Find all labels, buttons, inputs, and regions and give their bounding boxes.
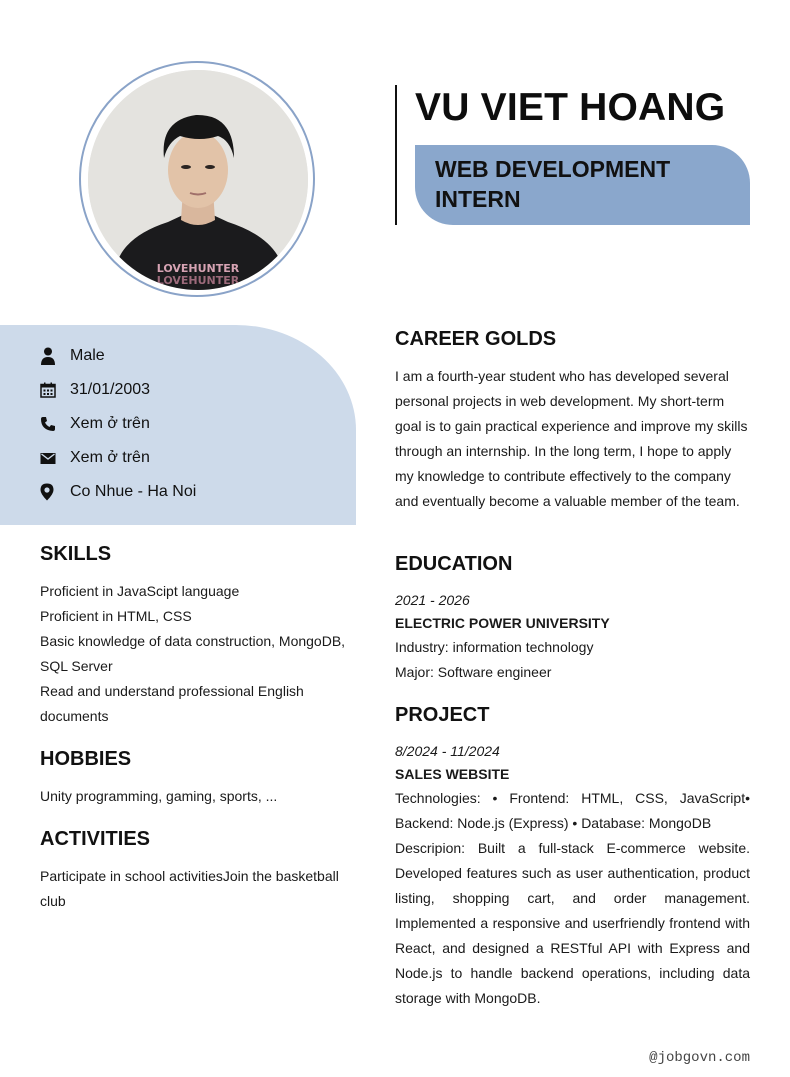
skills-heading: SKILLS [40, 543, 112, 565]
skill-item: Proficient in JavaScipt language [40, 583, 240, 599]
mail-icon [40, 448, 64, 468]
birthday-value: 31/01/2003 [70, 381, 151, 398]
skill-item: Basic knowledge of data construction, MongoDB, SQL Server [40, 633, 346, 674]
education-school: ELECTRIC POWER UNIVERSITY [395, 615, 610, 631]
location-pin-icon [40, 482, 64, 502]
project-technologies: Technologies: • Frontend: HTML, CSS, JavaScript• Backend: Node.js (Express) • Database: MongoDB [395, 790, 750, 831]
education-block [395, 589, 750, 685]
phone-value: Xem ở trên [70, 415, 150, 432]
svg-text:LOVEHUNTER: LOVEHUNTER [156, 262, 240, 275]
education-period: 2021 - 2026 [395, 592, 470, 608]
skill-item: Read and understand professional English documents [40, 683, 304, 724]
address-value: Co Nhue - Ha Noi [70, 483, 197, 500]
person-icon [40, 346, 64, 366]
info-phone [40, 412, 150, 436]
project-block [395, 740, 750, 1011]
gender-value: Male [70, 347, 105, 364]
watermark: @jobgovn.com [649, 1050, 750, 1066]
career-goals-heading: CAREER GOLDS [395, 328, 557, 350]
activities-text: Participate in school activitiesJoin the basketball club [40, 868, 339, 909]
job-title-badge [415, 145, 750, 225]
skills-list [40, 579, 355, 729]
profile-photo [88, 70, 308, 290]
phone-icon [40, 414, 64, 434]
candidate-name: VU VIET HOANG [415, 86, 726, 129]
svg-text:LOVEHUNTER: LOVEHUNTER [156, 274, 240, 287]
portrait-illustration [88, 70, 308, 290]
project-description: Descripion: Built a full-stack E-commerce website. Developed features such as user authentication, product listing, shopping cart, and order management. Implemented a responsive and userfriendly frontend with React, and designed a RESTful API with Express and Node.js to handle backend operations, including data storage with MongoDB. [395, 840, 750, 1006]
job-title-line2: INTERN [435, 186, 521, 212]
email-value: Xem ở trên [70, 449, 150, 466]
hobbies-text: Unity programming, gaming, sports, ... [40, 788, 278, 804]
hobbies-heading: HOBBIES [40, 748, 132, 770]
education-industry: Industry: information technology [395, 639, 594, 655]
project-period: 8/2024 - 11/2024 [395, 743, 500, 759]
info-gender [40, 344, 105, 368]
career-goals-text: I am a fourth-year student who has developed several personal projects in web development. My short-term goal is to gain practical experience and improve my skills through an internship. In the long term, I hope to apply my knowledge to contribute effectively to the company and eventually become a valuable member of the team. [395, 368, 748, 509]
info-email [40, 446, 150, 470]
job-title-line1: WEB DEVELOPMENT [435, 156, 671, 182]
calendar-icon [40, 380, 64, 400]
education-major: Major: Software engineer [395, 664, 552, 680]
header-divider [395, 85, 397, 225]
project-name: SALES WEBSITE [395, 766, 510, 782]
activities-heading: ACTIVITIES [40, 828, 151, 850]
education-heading: EDUCATION [395, 553, 513, 575]
info-birthday [40, 378, 150, 402]
info-address [40, 480, 196, 504]
project-heading: PROJECT [395, 704, 490, 726]
skill-item: Proficient in HTML, CSS [40, 608, 192, 624]
